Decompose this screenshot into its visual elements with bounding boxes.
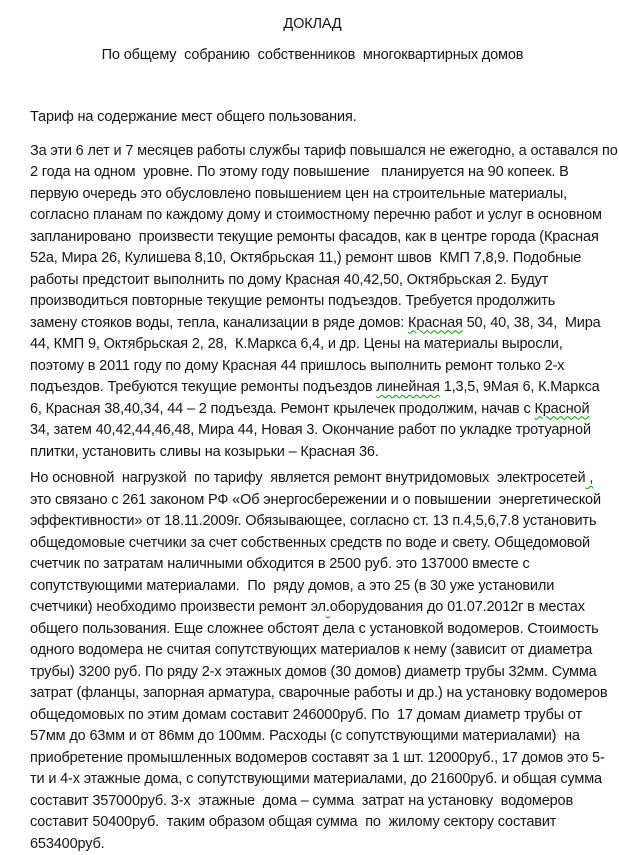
text-segment: 57мм до 63мм и от 86мм до 100мм. Расходы (с сопутствующими материалами) на (30, 728, 580, 744)
text-segment: ти и 4-х этажные дома, с сопутствующими материалами, до 21600руб. и общая сумма (30, 771, 602, 787)
document-title[interactable]: ДОКЛАД (283, 16, 342, 32)
document-subtitle[interactable]: По общему собранию собственников многоквартирных домов (101, 46, 524, 63)
text-segment: оборудования до 01.07.2012г в местах (329, 599, 585, 615)
text-line[interactable] (30, 356, 595, 378)
text-line[interactable] (30, 184, 595, 206)
text-segment: За эти 6 лет и 7 месяцев работы службы тариф повышался не ежегодно, а оставался по (30, 142, 618, 159)
text-segment: затрат (фланцы, запорная арматура, сварочные работы и др.) на установку водомеров (30, 685, 608, 701)
text-line[interactable] (30, 533, 595, 555)
text-segment: 50, 40, 38, 34, Мира (462, 314, 601, 331)
text-line[interactable] (30, 769, 602, 791)
text-line[interactable] (30, 748, 605, 770)
text-line[interactable] (30, 377, 600, 399)
text-segment: составит 50400руб. таким образом общая сумма по жилому сектору составит (30, 814, 557, 830)
text-line[interactable] (30, 334, 595, 356)
text-line[interactable] (30, 554, 595, 576)
spellcheck-underline: Красной (534, 400, 590, 417)
text-segment: это связано с 261 законом РФ «Об энергосбережении и о повышении энергетической (30, 491, 601, 508)
text-segment: общего пользования. Еще сложнее обстоят дела с установкой водомеров. Стоимость (30, 620, 599, 637)
text-line[interactable] (30, 162, 595, 184)
text-segment: Но основной нагрузкой по тарифу является ремонт внутридомовых электросетей (30, 470, 586, 486)
text-segment: работы предстоит выполнить по дому Красная 40,42,50, Октябрьская 2. Будут (30, 271, 549, 288)
text-segment: запланировано произвести текущие ремонты фасадов, как в центре города (Красная (30, 228, 599, 245)
text-segment: счетчики) необходимо произвести ремонт эл (30, 599, 326, 615)
text-segment: 6, Красная 38,40,34, 44 – 2 подъезда. Ремонт крылечек продолжим, начав с (30, 400, 535, 417)
text-segment: 2 года на одном уровне. По этому году повышение планируется на 90 копеек. В (30, 164, 569, 180)
text-segment: первую очередь это обусловлено повышением цен на строительные материалы, (30, 185, 568, 202)
text-line[interactable] (30, 662, 595, 684)
text-segment: эффективности» от 18.11.2009г. Обязывающее, согласно ст. 13 п.4,5,6,7.8 установить (30, 513, 597, 529)
text-line[interactable] (30, 511, 595, 533)
text-segment: замену стояков воды, тепла, канализации в ряде домов: (30, 314, 409, 331)
text-line[interactable] (30, 313, 601, 335)
text-line[interactable] (30, 468, 595, 490)
text-line[interactable] (30, 705, 595, 727)
text-segment: общедомовые счетчики за счет собственных средств по воде и свету. Общедомовой (30, 534, 591, 551)
text-segment: поэтому в 2011 году по дому Красная 44 пришлось выполнить ремонт только 2-х (30, 357, 565, 374)
text-segment: сопутствующими материалами. По ряду домов, а это 25 (в 30 уже установили (30, 577, 555, 594)
spellcheck-underline: . (325, 599, 330, 615)
text-segment: подъездов. Требуются текущие ремонты подъездов (30, 379, 377, 395)
text-line[interactable] (30, 726, 595, 748)
text-line[interactable] (30, 490, 601, 512)
text-line[interactable] (30, 812, 595, 834)
text-line[interactable] (30, 420, 595, 442)
text-segment: согласно планам по каждому дому и стоимостному перечню работ и услуг в основном (30, 207, 602, 223)
text-line[interactable] (30, 619, 599, 641)
text-line[interactable] (30, 248, 595, 270)
text-segment: одного водомера не считая сопутствующих материалов к нему (зависит от диаметра (30, 642, 593, 658)
text-line[interactable] (30, 442, 595, 464)
paragraph (30, 468, 608, 855)
spellcheck-underline: линейная (376, 379, 440, 395)
spellcheck-underline: Красная (408, 314, 463, 331)
text-line[interactable] (30, 597, 595, 619)
text-segment: 44, КМП 9, Октябрьская 2, 28, К.Маркса 6,4, и др. Цены на материалы выросли, (30, 336, 563, 352)
text-line[interactable] (30, 205, 602, 227)
text-segment: составит 357000руб. 3-х этажные дома – сумма затрат на установку водомеров (30, 792, 574, 809)
text-line[interactable] (30, 291, 595, 313)
text-line[interactable] (30, 683, 608, 705)
text-segment: 34, затем 40,42,44,46,48, Мира 44, Новая 3. Окончание работ по укладке тротуарной (30, 422, 591, 438)
text-segment: плитки, установить сливы на козырьки – Красная 36. (30, 443, 379, 460)
text-line[interactable] (30, 640, 595, 662)
intro-line[interactable]: Тариф на содержание мест общего пользования. (30, 109, 357, 125)
text-segment: 52а, Мира 26, Кулишева 8,10, Октябрьская 11,) ремонт швов КМП 7,8,9. Подобные (30, 250, 582, 266)
text-line[interactable] (30, 227, 599, 249)
text-line[interactable] (30, 399, 595, 421)
text-segment: приобретение промышленных водомеров составят за 1 шт. 12000руб., 17 домов это 5- (30, 749, 605, 766)
text-line[interactable] (30, 141, 618, 163)
spellcheck-underline: , (585, 470, 594, 486)
paragraph (30, 141, 618, 464)
text-segment: счетчик по затратам наличными обходится в 2500 руб. это 137000 вместе с (30, 556, 530, 572)
document-body (30, 141, 618, 855)
text-segment: 1,3,5, 9Мая 6, К.Маркса (439, 379, 600, 395)
text-segment: общедомовых по этим домам составит 246000руб. По 17 домам диаметр трубы от (30, 706, 582, 723)
text-line[interactable] (30, 791, 595, 813)
text-line[interactable] (30, 270, 595, 292)
text-line[interactable] (30, 576, 595, 598)
text-segment: трубы) 3200 руб. По ряду 2-х этажных домов (30 домов) диаметр трубы 32мм. Сумма (30, 663, 597, 680)
text-line[interactable] (30, 834, 595, 855)
text-segment: производиться повторные текущие ремонты подъездов. Требуется продолжить (30, 293, 556, 309)
text-segment: 653400руб. (30, 835, 105, 852)
